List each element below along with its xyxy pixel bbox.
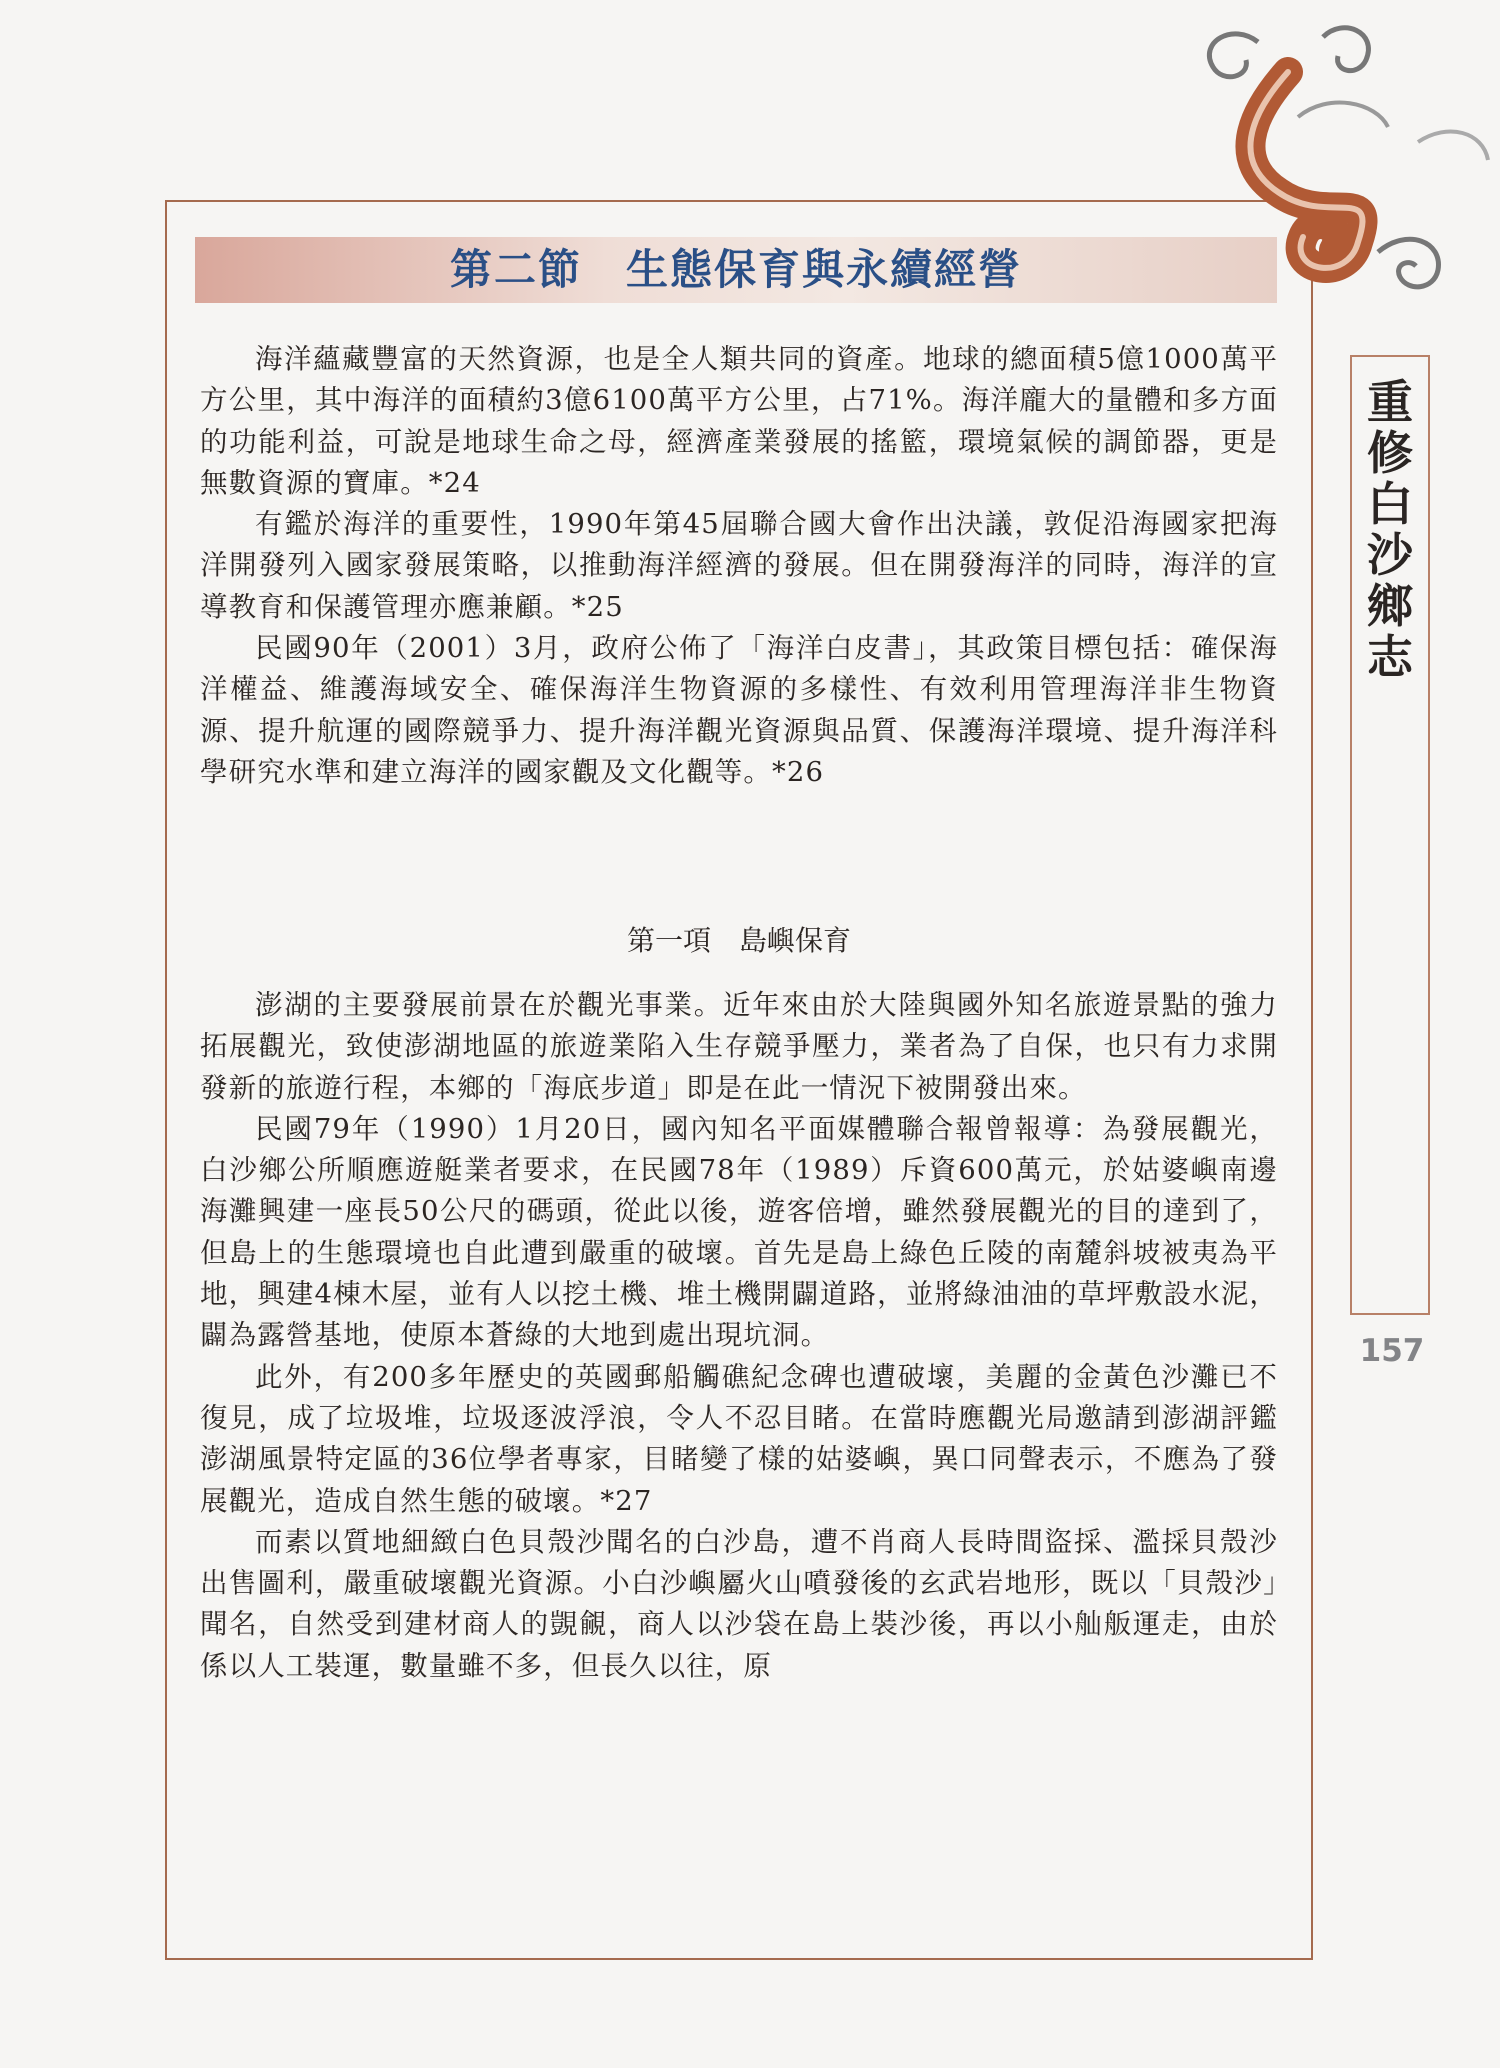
intro-text: [200, 339, 1278, 793]
section-title: 第二節 生態保育與永續經營: [449, 245, 1022, 294]
ornament-cloud: [1209, 34, 1258, 77]
page-number: 157: [1359, 1333, 1425, 1369]
ornament-cloud: [1418, 132, 1488, 160]
dragon-ornament-icon: [1138, 22, 1500, 352]
ornament-cloud: [1378, 239, 1438, 287]
paragraph: 民國90年（2001）3月，政府公佈了「海洋白皮書」，其政策目標包括：確保海洋權益、維護海域安全、確保海洋生物資源的多樣性、有效利用管理海洋非生物資源、提升航運的國際競爭力、提升海洋觀光資源與品質、保護海洋環境、提升海洋科學研究水準和建立海洋的國家觀及文化觀等。*26: [200, 632, 1278, 788]
ornament-cloud: [1323, 28, 1368, 71]
side-title-char: 沙: [1367, 528, 1413, 582]
side-title: [1352, 377, 1428, 683]
side-title-char: 重: [1367, 375, 1413, 429]
paragraph: 澎湖的主要發展前景在於觀光事業。近年來由於大陸與國外知名旅遊景點的強力拓展觀光，致使澎湖地區的旅遊業陷入生存競爭壓力，業者為了自保，也只有力求開發新的旅遊行程，本鄉的「海底步道」即是在此一情況下被開發出來。: [200, 989, 1278, 1104]
side-title-char: 志: [1367, 630, 1413, 684]
ornament-cloud: [1298, 103, 1388, 127]
side-title-char: 白: [1367, 477, 1413, 531]
paragraph: 有鑑於海洋的重要性，1990年第45屆聯合國大會作出決議，敦促沿海國家把海洋開發列入國家發展策略，以推動海洋經濟的發展。但在開發海洋的同時，海洋的宣導教育和保護管理亦應兼顧。*25: [200, 508, 1278, 623]
side-title-char: 鄉: [1367, 579, 1413, 633]
side-title-char: 修: [1367, 426, 1413, 480]
side-panel: [1350, 355, 1430, 1315]
subsection-title: 第一項 島嶼保育: [626, 924, 851, 957]
section-title-bar: [195, 237, 1277, 303]
paragraph: 而素以質地細緻白色貝殼沙聞名的白沙島，遭不肖商人長時間盜採、濫採貝殼沙出售圖利，嚴重破壞觀光資源。小白沙嶼屬火山噴發後的玄武岩地形，既以「貝殼沙」聞名，自然受到建材商人的覬覦，商人以沙袋在島上裝沙後，再以小舢舨運走，由於係以人工裝運，數量雖不多，但長久以往，原: [200, 1525, 1278, 1682]
paragraph: 民國79年（1990）1月20日，國內知名平面媒體聯合報曾報導：為發展觀光，白沙鄉公所順應遊艇業者要求，在民國78年（1989）斥資600萬元，於姑婆嶼南邊海灘興建一座長50公尺的碼頭，從此以後，遊客倍增，雖然發展觀光的目的達到了，但島上的生態環境也自此遭到嚴重的破壞。首先是島上綠色丘陵的南麓斜坡被夷為平地，興建4棟木屋，並有人以挖土機、堆土機開闢道路，並將綠油油的草坪敷設水泥，闢為露營基地，使原本蒼綠的大地到處出現坑洞。: [200, 1112, 1278, 1352]
paragraph: 海洋蘊藏豐富的天然資源，也是全人類共同的資產。地球的總面積5億1000萬平方公里，其中海洋的面積約3億6100萬平方公里，占71%。海洋龐大的量體和多方面的功能利益，可說是地球生命之母，經濟產業發展的搖籃，環境氣候的調節器，更是無數資源的寶庫。*24: [200, 343, 1278, 499]
subsection-text: [200, 985, 1278, 1687]
paragraph: 此外，有200多年歷史的英國郵船觸礁紀念碑也遭破壞，美麗的金黃色沙灘已不復見，成了垃圾堆，垃圾逐波浮浪，令人不忍目睹。在當時應觀光局邀請到澎湖評鑑澎湖風景特定區的36位學者專家，目睹變了樣的姑婆嶼，異口同聲表示，不應為了發展觀光，造成自然生態的破壞。*27: [200, 1360, 1278, 1517]
